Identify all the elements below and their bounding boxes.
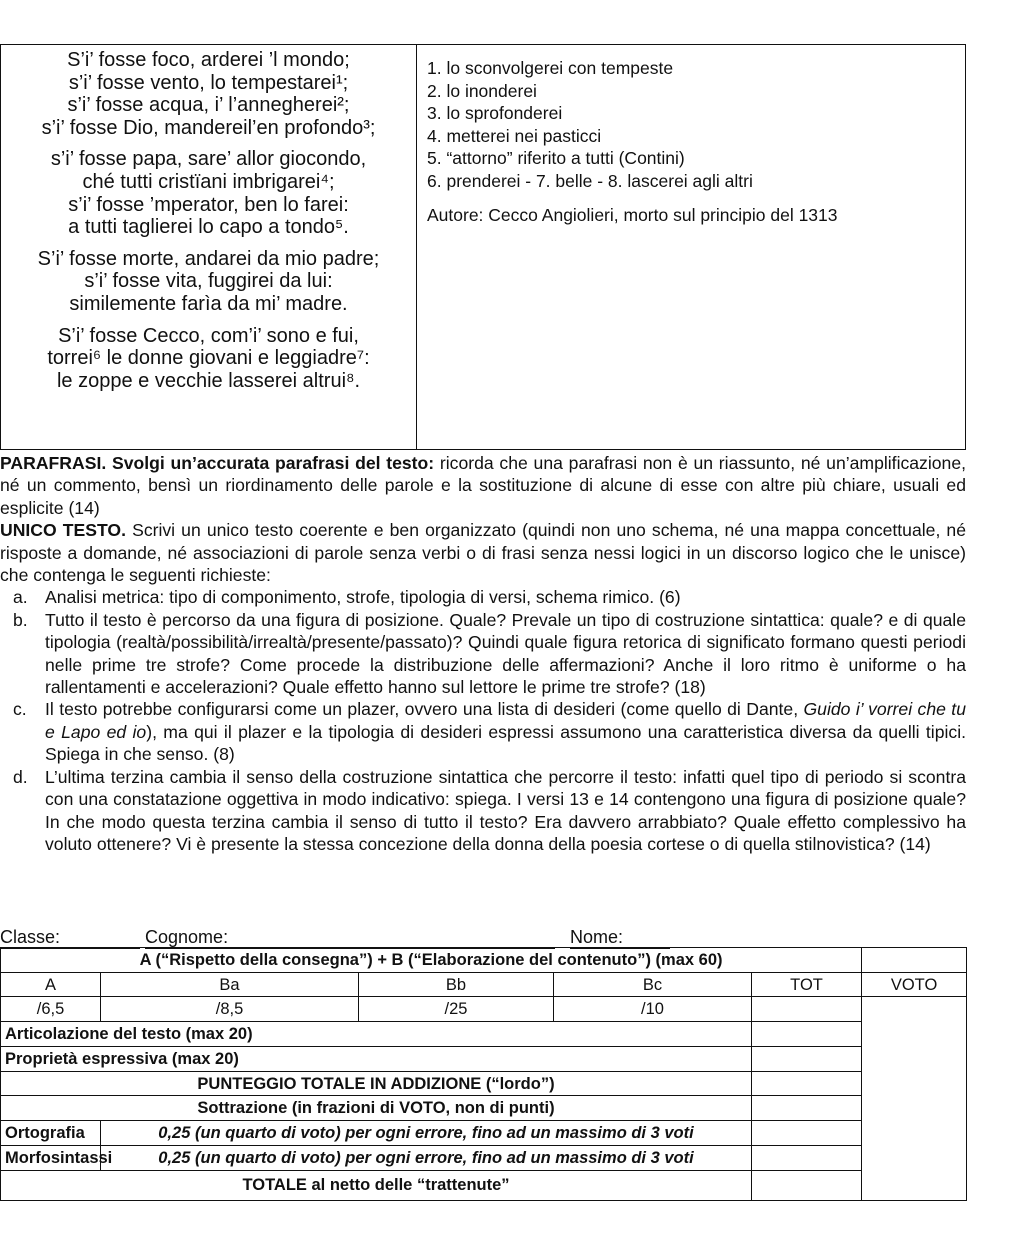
note-5: 5. “attorno” riferito a tutti (Contini)	[427, 148, 685, 169]
list-item: b. Tutto il testo è percorso da una figura di posizione. Quale? Prevale un tipo di costruzione sintattica: quale? e di quale tipologia (realtà/possibilità/irrealtà/presente/passato)? Quindi quale figura retorica di significato formano questi periodi nelle prime tre strofe? Come procede la distribuzione delle affermazioni? Anche il loro ritmo è uniforme o ha rallentamenti e accelerazioni? Quale effetto hanno sul lettore le prime tre strofe? (18)	[13, 609, 966, 698]
voto-input[interactable]	[862, 997, 967, 1201]
author-note: Autore: Cecco Angiolieri, morto sul principio del 1313	[427, 204, 838, 225]
grade-table	[0, 947, 967, 1201]
poem-line: s’i’ fosse Dio, mandereil’en profondo³;	[41, 116, 376, 139]
col-a: A	[1, 972, 101, 997]
totale-lordo-input[interactable]	[752, 1071, 862, 1096]
poem-text	[1, 45, 416, 392]
unico-paragraph	[0, 519, 966, 586]
col-tot: TOT	[752, 972, 862, 997]
col-bb: Bb	[359, 972, 554, 997]
note-4: 4. metterei nei pasticci	[427, 125, 602, 146]
parafrasi-paragraph	[0, 452, 966, 519]
note-2: 2. lo inonderei	[427, 80, 537, 101]
col-bc: Bc	[554, 972, 752, 997]
poem-line: s’i’ fosse vento, lo tempestarei¹;	[68, 71, 349, 94]
parafrasi-text: ricorda che una parafrasi non è un riassunto, né un’amplificazione, né un commento, bensì un riordinamento delle parole e la sostituzione di alcune di esse con altre più chiare, usuali ed esplicite (14)	[0, 453, 967, 518]
morfosintassi-input[interactable]	[752, 1145, 862, 1170]
totale-lordo-label: PUNTEGGIO TOTALE IN ADDIZIONE (“lordo”)	[1, 1071, 752, 1096]
col-ba: Ba	[101, 972, 359, 997]
poem-line: S’i’ fosse foco, arderei ’l mondo;	[67, 49, 350, 71]
notes-cell	[417, 45, 966, 450]
morfosintassi-label: Morfosintassi	[1, 1145, 101, 1170]
ortografia-text: 0,25 (un quarto di voto) per ogni errore, fino ad un massimo di 3 voti	[101, 1121, 752, 1146]
totale-netto-input[interactable]	[752, 1170, 862, 1200]
poem-line: s’i’ fosse papa, sare’ allor giocondo,	[50, 148, 367, 171]
poem-line: S’i’ fosse morte, andarei da mio padre;	[37, 247, 380, 270]
proprieta-label: Proprietà espressiva (max 20)	[1, 1046, 752, 1071]
poem-line: s’i’ fosse ’mperator, ben lo farei:	[68, 193, 349, 216]
poem-table	[0, 44, 966, 450]
max-a: /6,5	[1, 997, 101, 1022]
parafrasi-title: PARAFRASI. Svolgi un’accurata parafrasi del testo:	[0, 453, 435, 473]
student-header	[0, 926, 966, 949]
poem-line: s’i’ fosse acqua, i’ l’annegherei²;	[67, 94, 350, 117]
proprieta-input[interactable]	[752, 1046, 862, 1071]
list-item: c. Il testo potrebbe configurarsi come un plazer, ovvero una lista di desideri (come quello di Dante, Guido i’ vorrei che tu e Lapo ed io), ma qui il plazer e la tipologia di desideri espressi assumono una caratteristica diversa da quelli tipici. Spiega in che senso. (8)	[13, 699, 966, 765]
unico-text: Scrivi un unico testo coerente e ben organizzato (quindi non uno schema, né una mappa concettuale, né risposte a domande, né associazioni di parole senza verbi o di frasi senza nessi logici in un discorso logico che le unisce) che contenga le seguenti richieste:	[0, 520, 966, 586]
note-6-8: 6. prenderei - 7. belle - 8. lascerei agli altri	[427, 170, 753, 191]
col-voto: VOTO	[862, 972, 967, 997]
grade-title: A (“Rispetto della consegna”) + B (“Elaborazione del contenuto”) (max 60)	[1, 948, 862, 973]
max-ba: /8,5	[101, 997, 359, 1022]
cognome-field[interactable]: Cognome:	[145, 926, 555, 949]
nome-field[interactable]: Nome:	[570, 926, 670, 949]
list-item: a. Analisi metrica: tipo di componimento, strofe, tipologia di versi, schema rimico. (6)	[13, 587, 681, 608]
note-3: 3. lo sprofonderei	[427, 103, 563, 124]
poem-cell	[1, 45, 417, 450]
max-bb: /25	[359, 997, 554, 1022]
notes	[417, 45, 965, 226]
sottrazione-input[interactable]	[752, 1096, 862, 1121]
articolazione-label: Articolazione del testo (max 20)	[1, 1022, 752, 1047]
articolazione-input[interactable]	[752, 1022, 862, 1047]
totale-netto-label: TOTALE al netto delle “trattenute”	[1, 1170, 752, 1200]
ortografia-label: Ortografia	[1, 1121, 101, 1146]
list-item: d. L’ultima terzina cambia il senso della costruzione sintattica che percorre il testo: infatti quel tipo di periodo si scontra con una constatazione oggettiva in modo indicativo: spiega. I versi 13 e 14 contengono una figura di posizione quale? In che modo questa terzina cambia il senso di tutto il testo? Era davvero arrabbiato? Quale effetto complessivo ha voluto ottenere? Vi è presente la stessa concezione della donna della poesia cortese o di quella stilnovistica? (14)	[13, 766, 966, 854]
max-bc: /10	[554, 997, 752, 1022]
unico-title: UNICO TESTO.	[0, 520, 126, 541]
note-1: 1. lo sconvolgerei con tempeste	[427, 58, 674, 78]
classe-field[interactable]: Classe:	[0, 926, 140, 949]
morfosintassi-text: 0,25 (un quarto di voto) per ogni errore, fino ad un massimo di 3 voti	[101, 1145, 752, 1170]
request-list	[0, 586, 966, 855]
sottrazione-label: Sottrazione (in frazioni di VOTO, non di punti)	[1, 1096, 752, 1121]
instructions	[0, 452, 966, 855]
poem-line: le zoppe e vecchie lasserei altrui⁸.	[56, 369, 361, 392]
poem-line: s’i’ fosse vita, fuggirei da lui:	[84, 270, 333, 293]
ortografia-input[interactable]	[752, 1121, 862, 1146]
tot-input[interactable]	[752, 997, 862, 1022]
poem-line: ché tutti cristïani imbrigarei⁴;	[82, 170, 335, 193]
poem-line: S’i’ fosse Cecco, com’i’ sono e fui,	[58, 324, 359, 347]
poem-line: torrei⁶ le donne giovani e leggiadre⁷:	[47, 347, 370, 370]
poem-line: similemente farìa da mi’ madre.	[69, 292, 348, 315]
poem-line: a tutti taglierei lo capo a tondo⁵.	[68, 216, 349, 239]
blank-cell	[862, 948, 967, 973]
